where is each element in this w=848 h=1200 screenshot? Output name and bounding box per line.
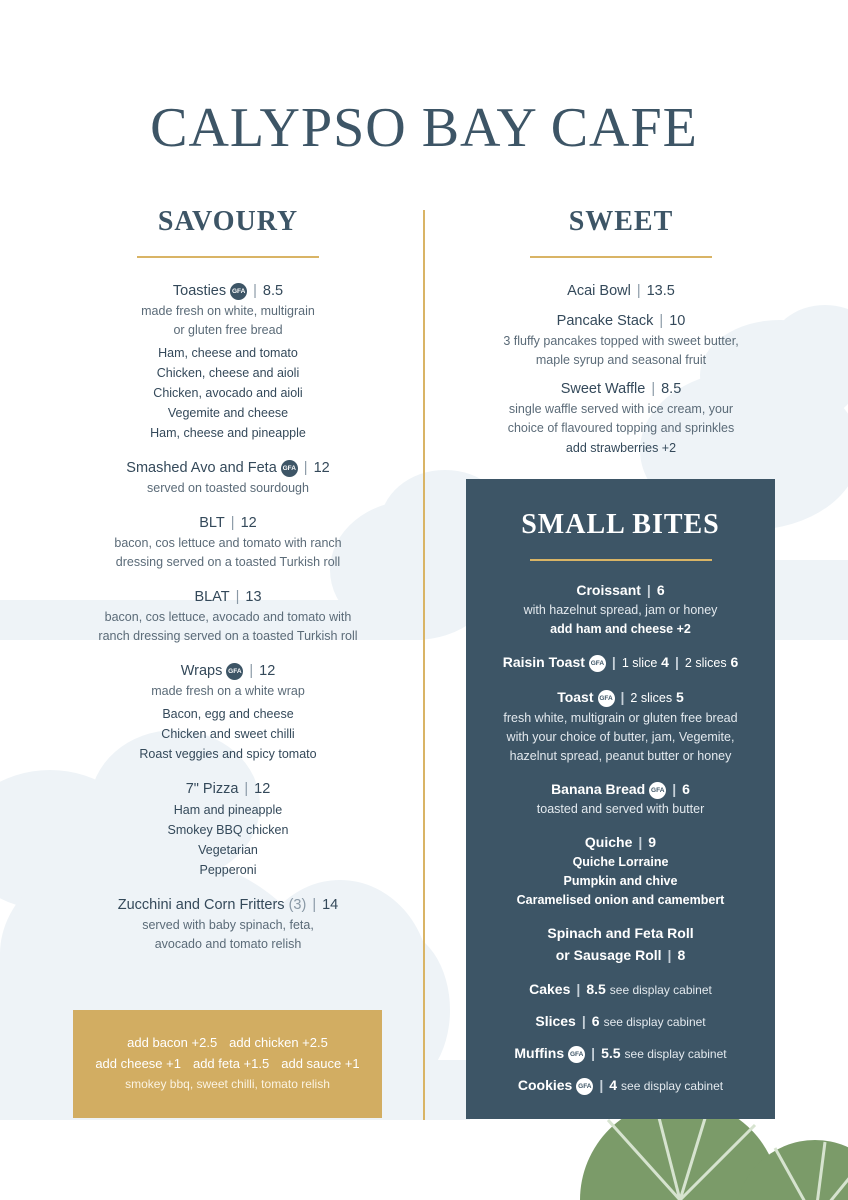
item-price: 6: [591, 1013, 600, 1029]
addon-sauce-options: smokey bbq, sweet chilli, tomato relish: [125, 1077, 330, 1091]
item-option: Caramelised onion and camembert: [516, 893, 725, 907]
menu-item-toast: Toast GFA | 2 slices 5 fresh white, multigrain or gluten free bread with your choice of butter, jam, Vegemite, hazelnut spread, peanut butter or honey: [466, 686, 775, 766]
item-option: Quiche Lorraine: [572, 855, 669, 869]
item-name: Slices: [535, 1013, 576, 1029]
item-description: maple syrup and seasonal fruit: [535, 353, 707, 367]
menu-item-wraps: Wraps GFA | 12 made fresh on a white wrap Bacon, egg and cheese Chicken and sweet chilli Roast veggies and spicy tomato: [78, 660, 378, 764]
item-description: bacon, cos lettuce, avocado and tomato with: [104, 610, 352, 624]
item-note: see display cabinet: [603, 1015, 706, 1029]
item-option: Chicken and sweet chilli: [161, 727, 295, 741]
gfa-icon: GFA: [576, 1078, 593, 1095]
addon-cheese: add cheese +1: [95, 1056, 181, 1071]
title-rule: [530, 256, 712, 258]
section-title-sweet: SWEET: [568, 206, 674, 237]
item-name: Cakes: [529, 981, 571, 997]
item-description: fresh white, multigrain or gluten free bread: [503, 711, 738, 725]
item-name: Acai Bowl: [567, 283, 631, 299]
item-option: Ham, cheese and tomato: [158, 346, 298, 360]
item-price: 8.5: [262, 283, 284, 299]
item-option: Chicken, cheese and aioli: [156, 366, 300, 380]
menu-item-smashed-avo: Smashed Avo and Feta GFA | 12 served on toasted sourdough: [78, 457, 378, 498]
item-description: dressing served on a toasted Turkish roll: [115, 555, 341, 569]
menu-item-cakes: Cakes | 8.5 see display cabinet: [529, 981, 712, 997]
item-extra: add ham and cheese +2: [550, 622, 691, 636]
item-name: Muffins: [514, 1045, 565, 1061]
portion-label: 1 slice: [621, 656, 658, 670]
item-name: Cookies: [517, 1077, 573, 1093]
menu-item-raisin-toast: Raisin Toast GFA | 1 slice 4 | 2 slices 6: [502, 654, 739, 670]
gfa-icon: GFA: [281, 460, 298, 477]
item-price: 8.5: [661, 381, 682, 397]
menu-item-fritters: Zucchini and Corn Fritters (3) | 14 served with baby spinach, feta, avocado and tomato relish: [78, 894, 378, 954]
item-quantity: (3): [288, 897, 307, 913]
item-name: Raisin Toast: [502, 654, 585, 670]
item-description: served with baby spinach, feta,: [142, 918, 314, 932]
savoury-section: [78, 200, 378, 968]
addon-bacon: add bacon +2.5: [127, 1035, 218, 1050]
item-price: 4: [609, 1077, 618, 1093]
menu-item-muffins: Muffins GFA | 5.5 see display cabinet: [514, 1045, 727, 1061]
item-name: Croissant: [576, 582, 641, 598]
item-name: 7" Pizza: [185, 781, 239, 797]
item-description: bacon, cos lettuce and tomato with ranch: [114, 536, 342, 550]
item-name: BLAT: [194, 589, 230, 605]
item-name: Spinach and Feta Roll: [547, 925, 694, 941]
item-description: hazelnut spread, peanut butter or honey: [509, 749, 732, 763]
item-price: 5: [676, 689, 684, 705]
item-description: 3 fluffy pancakes topped with sweet butter,: [503, 334, 739, 348]
item-price: 12: [254, 781, 271, 797]
sweet-section: [470, 200, 772, 472]
gfa-icon: GFA: [230, 283, 247, 300]
item-description: made fresh on white, multigrain: [141, 304, 315, 318]
item-note: see display cabinet: [621, 1079, 724, 1093]
item-option: Chicken, avocado and aioli: [153, 386, 303, 400]
menu-item-acai-bowl: Acai Bowl | 13.5: [567, 283, 675, 299]
item-price: 12: [259, 663, 276, 679]
small-bites-panel: [466, 479, 775, 1119]
gfa-icon: GFA: [226, 663, 243, 680]
item-price: 6: [682, 781, 690, 797]
item-price: 14: [322, 897, 339, 913]
gfa-icon: GFA: [649, 782, 666, 799]
section-title-small-bites: SMALL BITES: [521, 509, 720, 540]
item-option: Pepperoni: [199, 863, 257, 877]
item-name: Pancake Stack: [556, 313, 654, 329]
item-option: Ham, cheese and pineapple: [150, 426, 306, 440]
item-extra: add strawberries +2: [565, 441, 677, 455]
menu-item-slices: Slices | 6 see display cabinet: [535, 1013, 706, 1029]
item-name: Quiche: [584, 834, 633, 850]
menu-item-cookies: Cookies GFA | 4 see display cabinet: [517, 1077, 724, 1093]
title-rule: [137, 256, 319, 258]
menu-item-blat: BLAT | 13 bacon, cos lettuce, avocado and tomato with ranch dressing served on a toasted Turkish roll: [78, 586, 378, 646]
gfa-icon: GFA: [589, 655, 606, 672]
item-price: 10: [669, 313, 686, 329]
menu-item-sweet-waffle: Sweet Waffle | 8.5 single waffle served with ice cream, your choice of flavoured topping and sprinkles add strawberries +2: [470, 378, 772, 458]
item-name: Toasties: [172, 283, 227, 299]
column-divider: [423, 210, 425, 1120]
addon-chicken: add chicken +2.5: [229, 1035, 328, 1050]
menu-item-quiche: Quiche | 9 Quiche Lorraine Pumpkin and chive Caramelised onion and camembert: [466, 831, 775, 910]
page-title: CALYPSO BAY CAFE: [150, 97, 698, 159]
item-description: with your choice of butter, jam, Vegemite,: [506, 730, 735, 744]
item-price: 6: [656, 582, 665, 598]
item-note: see display cabinet: [624, 1047, 727, 1061]
addon-sauce: add sauce +1: [281, 1056, 360, 1071]
item-option: Ham and pineapple: [173, 803, 283, 817]
item-description: or gluten free bread: [173, 323, 283, 337]
item-option: Smokey BBQ chicken: [167, 823, 289, 837]
item-description: toasted and served with butter: [536, 802, 705, 816]
menu-item-pizza: 7" Pizza | 12 Ham and pineapple Smokey BBQ chicken Vegetarian Pepperoni: [78, 778, 378, 880]
item-price: 12: [313, 460, 330, 476]
item-name: or Sausage Roll: [555, 947, 662, 963]
item-description: ranch dressing served on a toasted Turkish roll: [98, 629, 358, 643]
item-price: 8.5: [586, 981, 606, 997]
menu-item-croissant: Croissant | 6 with hazelnut spread, jam or honey add ham and cheese +2: [466, 579, 775, 639]
item-option: Vegemite and cheese: [167, 406, 289, 420]
menu-item-banana-bread: Banana Bread GFA | 6 toasted and served with butter: [466, 778, 775, 819]
gfa-icon: GFA: [598, 690, 615, 707]
item-option: Vegetarian: [198, 843, 258, 857]
item-price: 13: [245, 589, 262, 605]
item-name: Wraps: [180, 663, 223, 679]
item-price: 4: [661, 654, 669, 670]
item-price: 6: [730, 654, 739, 670]
item-option: Roast veggies and spicy tomato: [139, 747, 317, 761]
item-name: Sweet Waffle: [560, 381, 646, 397]
item-price: 5.5: [601, 1045, 621, 1061]
addons-box: [73, 1010, 382, 1118]
portion-label: 2 slices: [630, 691, 673, 705]
title-rule: [530, 559, 712, 561]
item-description: with hazelnut spread, jam or honey: [523, 603, 718, 617]
item-price: 13.5: [646, 283, 675, 299]
item-description: avocado and tomato relish: [154, 937, 302, 951]
item-price: 12: [240, 515, 257, 531]
item-price: 9: [648, 834, 657, 850]
item-name: Banana Bread: [551, 781, 646, 797]
item-description: choice of flavoured topping and sprinkles: [507, 421, 735, 435]
item-price: 8: [677, 947, 686, 963]
menu-item-pancake-stack: Pancake Stack | 10 3 fluffy pancakes topped with sweet butter, maple syrup and seasonal fruit: [470, 310, 772, 370]
item-description: made fresh on a white wrap: [151, 684, 305, 698]
item-name: Zucchini and Corn Fritters: [117, 897, 285, 913]
menu-item-blt: BLT | 12 bacon, cos lettuce and tomato with ranch dressing served on a toasted Turkish roll: [78, 512, 378, 572]
item-option: Bacon, egg and cheese: [162, 707, 294, 721]
item-note: see display cabinet: [609, 983, 712, 997]
item-description: served on toasted sourdough: [147, 481, 309, 495]
item-name: BLT: [199, 515, 225, 531]
addon-feta: add feta +1.5: [192, 1056, 270, 1071]
item-option: Pumpkin and chive: [563, 874, 678, 888]
item-description: single waffle served with ice cream, your: [508, 402, 734, 416]
portion-label: 2 slices: [684, 656, 727, 670]
menu-item-rolls: Spinach and Feta Roll or Sausage Roll | 8: [466, 922, 775, 966]
gfa-icon: GFA: [568, 1046, 585, 1063]
menu-item-toasties: Toasties GFA | 8.5 made fresh on white, multigrain or gluten free bread Ham, cheese and tomato Chicken, cheese and aioli Chicken, avocado and aioli Vegemite and cheese Ham, cheese and pineapple: [78, 280, 378, 443]
item-name: Smashed Avo and Feta: [126, 460, 277, 476]
section-title-savoury: SAVOURY: [157, 206, 299, 237]
item-name: Toast: [557, 689, 594, 705]
